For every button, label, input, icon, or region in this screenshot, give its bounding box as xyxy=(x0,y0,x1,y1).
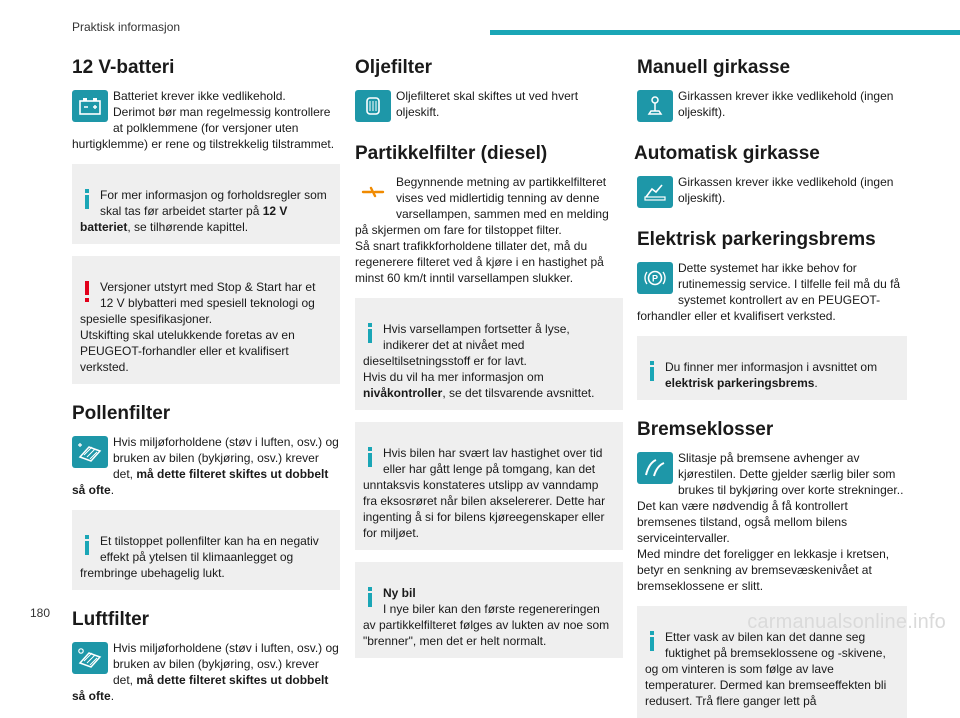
automatic-gearbox-icon xyxy=(637,176,673,208)
automatic-text: Girkassen krever ikke vedlikehold (ingen oljeskift). xyxy=(678,175,894,205)
particle-info-note-2 xyxy=(355,422,623,550)
info-icon xyxy=(363,323,377,345)
epb-note-end: . xyxy=(814,376,818,390)
epb-note-bold: elektrisk parkeringsbrems xyxy=(665,376,815,390)
particle-note1-bold: nivåkontroller xyxy=(363,386,443,400)
heading-oil-filter: Oljefilter xyxy=(355,57,433,78)
brake-pads-icon xyxy=(637,452,673,484)
battery-icon xyxy=(72,90,108,122)
particle-note1-text: Hvis varsellampen fortsetter å lyse, indikerer det at nivået med dieseltilsetningsstoff er for lavt. Hvis du vil ha mer informasjon om xyxy=(363,322,570,384)
battery-note-text: For mer informasjon og forholdsregler som skal tas før arbeidet starter på xyxy=(100,188,327,218)
air-filter-icon xyxy=(72,642,108,674)
particle-info-note-3 xyxy=(355,562,623,658)
epb-note-text: Du finner mer informasjon i avsnittet om xyxy=(665,360,878,374)
battery-note-bold: 12 V batteriet xyxy=(80,204,288,234)
air-text-bold: må dette filteret skiftes ut dobbelt så ofte xyxy=(72,673,329,703)
particle-info-note-1 xyxy=(355,298,623,410)
oil-text: Oljefilteret skal skiftes ut ved hvert oljeskift. xyxy=(396,89,579,119)
particle-filter-warning-icon xyxy=(355,176,391,208)
air-text-end: . xyxy=(110,689,115,703)
heading-pollen-filter: Pollenfilter xyxy=(72,403,171,424)
info-icon xyxy=(363,447,377,469)
pollen-paragraph xyxy=(72,434,340,498)
column-left xyxy=(72,56,340,704)
info-icon xyxy=(80,535,94,557)
heading-12v-battery: 12 V-batteri xyxy=(72,57,175,78)
heading-manual-gearbox: Manuell girkasse xyxy=(637,57,791,78)
manual-paragraph xyxy=(637,88,907,124)
info-icon xyxy=(645,361,659,383)
warning-icon xyxy=(80,281,94,303)
battery-note-end: , se tilhørende kapittel. xyxy=(127,220,249,234)
battery-warning-text: Versjoner utstyrt med Stop & Start har et 12 V blybatteri med spesiell teknologi og spesielle spesifikasjoner. Utskifting skal utelukkende foretas av en PEUGEOT-forhandler eller et kvalifisert verksted. xyxy=(80,280,316,374)
pollen-text: Hvis miljøforholdene (støv i luften, osv.) og bruken av bilen (bykjøring, osv.) krever det, xyxy=(113,435,339,481)
column-middle xyxy=(355,56,623,658)
oil-paragraph xyxy=(355,88,623,124)
heading-electric-parking-brake: Elektrisk parkeringsbrems xyxy=(637,229,876,250)
watermark: carmanualsonline.info xyxy=(747,611,946,633)
header-accent-bar xyxy=(490,30,960,35)
automatic-paragraph xyxy=(637,174,907,210)
battery-paragraph xyxy=(72,88,340,152)
pads-text: Slitasje på bremsene avhenger av kjørestilen. Dette gjelder særlig biler som brukes til bykjøring over korte strekninger.. Det kan være nødvendig å få kontrollert bremsenes tilstand, også mellom bilens serviceintervaller. Med mindre det foreligger en lekkasje i kretsen, betyr en senkning av bremsevæskenivået at bremseklossene er slitt. xyxy=(637,451,904,593)
info-icon xyxy=(645,631,659,653)
heading-automatic-gearbox: Automatisk girkasse xyxy=(634,143,820,164)
battery-warning-note xyxy=(72,256,340,384)
particle-paragraph xyxy=(355,174,623,286)
battery-info-note xyxy=(72,164,340,244)
particle-note3-text: I nye biler kan den første regenereringen av partikkelfilteret følges av lukten av noe som "brenner", men det er helt normalt. xyxy=(363,602,610,648)
svg-text:P: P xyxy=(651,273,659,284)
pollen-info-note xyxy=(72,510,340,590)
oil-filter-icon xyxy=(355,90,391,122)
epb-info-note xyxy=(637,336,907,400)
manual-text: Girkassen krever ikke vedlikehold (ingen oljeskift). xyxy=(678,89,894,119)
heading-particle-filter: Partikkelfilter (diesel) xyxy=(355,143,548,164)
page-number: 180 xyxy=(30,606,51,620)
pollen-text-end: . xyxy=(110,483,115,497)
pads-note-text: Etter vask av bilen kan det danne seg fuktighet på bremseklossene og -skivene, og om vinteren is som følge av lave temperaturer. Dermed kan bremseeffekten bli redusert. Trå flere ganger lett på xyxy=(645,630,887,708)
particle-note3-title: Ny bil xyxy=(383,586,416,600)
info-icon xyxy=(80,189,94,211)
manual-gearbox-icon xyxy=(637,90,673,122)
air-paragraph xyxy=(72,640,340,704)
pads-paragraph xyxy=(637,450,907,594)
running-header: Praktisk informasjon xyxy=(72,20,181,34)
epb-paragraph xyxy=(637,260,907,324)
heading-air-filter: Luftfilter xyxy=(72,609,150,630)
particle-note1-end: , se det tilsvarende avsnittet. xyxy=(442,386,595,400)
air-text: Hvis miljøforholdene (støv i luften, osv.) og bruken av bilen (bykjøring, osv.) krever det, xyxy=(113,641,339,687)
heading-brake-pads: Bremseklosser xyxy=(637,419,774,440)
cabin-filter-icon xyxy=(72,436,108,468)
pollen-note-text: Et tilstoppet pollenfilter kan ha en negativ effekt på ytelsen til klimaanlegget og frembringe ubehagelig lukt. xyxy=(80,534,319,580)
particle-note2-text: Hvis bilen har svært lav hastighet over tid eller har gått lenge på tomgang, kan det unntaksvis konstateres utslipp av vanndamp fra eksosrøret når bilen akselererer. Dette har ingenting å si for bilens kjøreegenskaper eller for miljøet. xyxy=(363,446,606,540)
particle-text: Begynnende metning av partikkelfilteret vises ved midlertidig tenning av denne varsellampen, sammen med en melding på skjermen om fare for tilstoppet filter. Så snart trafikkforholdene tillater det, må du regenerere filteret ved å kjøre i en hastighet på minst 60 km/t inntil varsellampen slukker. xyxy=(355,175,609,285)
pollen-text-bold: må dette filteret skiftes ut dobbelt så ofte xyxy=(72,467,329,497)
parking-brake-icon xyxy=(637,262,673,294)
epb-text: Dette systemet har ikke behov for rutinemessig service. I tilfelle feil må du få systemet kontrollert av en PEUGEOT-forhandler eller et kvalifisert verksted. xyxy=(637,261,901,323)
info-icon xyxy=(363,587,377,609)
battery-text: Batteriet krever ikke vedlikehold. Derimot bør man regelmessig kontrollere at polklemmene (for versjoner uten hurtigklemme) er rene og tilstrekkelig tilstrammet. xyxy=(72,89,335,151)
